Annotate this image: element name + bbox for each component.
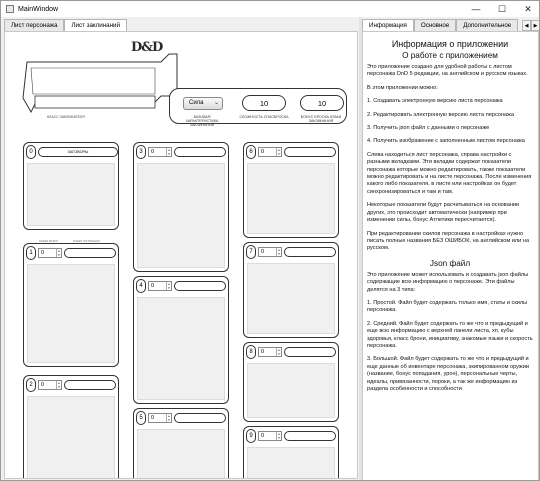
info-paragraph: 3. Большой. Файл будет содержать то же что и предыдущий и еще данные об инвентаре персонажа, экипированном оружии (название, бонус попадания, урон), персональные черты, идеалы, привязанности, пороки, а так же информацию из раздела особенности и способности <box>367 356 530 392</box>
json-section-title: Json файл <box>429 258 471 268</box>
slots-spinbox[interactable] <box>148 281 172 291</box>
info-paragraph: Это приложение создано для удобной работы с листом персонажа DnD 5 редакции, на английском и русском языках. <box>367 64 528 78</box>
spin-arrows-icon[interactable]: ▲ ▼ <box>277 148 281 156</box>
spellcasting-class-label: КЛАСС ЗАКЛИНАТЕЛЯ <box>47 115 85 119</box>
spell-level-panel-1 <box>23 243 119 367</box>
info-paragraph: В этом приложении можно: <box>367 84 438 91</box>
level-number: 5 <box>136 411 146 425</box>
spell-sheet-pane <box>4 31 358 479</box>
spell-stats-row <box>169 88 347 127</box>
tab-additional[interactable]: Дополнительное <box>456 19 518 31</box>
level-number: 8 <box>246 345 256 359</box>
save-dc-caption: СЛОЖНОСТЬ СПАСБРОСКА <box>239 115 289 119</box>
spell-level-panel-2 <box>23 375 119 479</box>
window-controls <box>463 1 540 17</box>
slots-spinbox[interactable] <box>148 147 172 157</box>
slots-total-caption: ЯЧЕЕК ВСЕГО <box>39 239 59 243</box>
level-header <box>246 429 336 443</box>
level-header <box>246 345 336 359</box>
slots-spinbox[interactable] <box>148 413 172 423</box>
slots-value: 0 <box>151 149 155 155</box>
cantrips-label: ЗАГОВОРЫ <box>38 147 118 157</box>
info-paragraph: Это приложение может использовать и создавать json файлы содержащие всю информацию о персонаже. Эти файлы делятся на 3 типа: <box>367 271 529 293</box>
slots-spinbox[interactable] <box>258 431 282 441</box>
slots-spent-bar[interactable] <box>284 147 336 157</box>
ability-select[interactable] <box>183 97 223 110</box>
tab-basic[interactable]: Основное <box>414 19 456 31</box>
slots-spinbox[interactable] <box>258 247 282 257</box>
title-bar <box>1 1 540 17</box>
slots-value: 0 <box>261 149 265 155</box>
ability-select-value: Сила <box>189 100 204 106</box>
spell-sheet <box>19 32 349 479</box>
left-tab-bar <box>4 19 127 31</box>
info-pane <box>362 31 539 481</box>
info-paragraph: 2. Редактировать электронную версию листа персонажа <box>367 111 514 118</box>
attack-bonus-field[interactable]: 10 <box>300 95 344 111</box>
tab-scroll-buttons <box>522 20 540 31</box>
info-paragraph: 1. Создавать электронную версию листа персонажа <box>367 98 503 105</box>
slots-spent-bar[interactable] <box>64 380 116 390</box>
spin-arrows-icon[interactable]: ▲ ▼ <box>277 348 281 356</box>
spell-level-panel-3 <box>133 142 229 272</box>
spell-list[interactable] <box>137 429 225 479</box>
spin-arrows-icon[interactable]: ▲ ▼ <box>57 249 61 257</box>
spin-arrows-icon[interactable]: ▲ ▼ <box>277 432 281 440</box>
slots-spinbox[interactable] <box>258 147 282 157</box>
info-paragraph: 1. Простой. Файл будет содержать только имя, статы и скилы персонажа. <box>367 299 528 314</box>
level-number: 7 <box>246 245 256 259</box>
info-title: Информация о приложении <box>391 39 509 49</box>
spell-level-panel-0 <box>23 142 119 230</box>
level-header <box>26 246 116 260</box>
slots-spent-bar[interactable] <box>174 281 226 291</box>
slots-spinbox[interactable] <box>258 347 282 357</box>
info-paragraph: При редактировании скилов персонажа в настройках нужно писать полные названия БЕЗ ОШИБОК, на английском или на русском. <box>367 230 530 252</box>
tab-scroll-left-icon[interactable]: ◀ <box>522 20 531 31</box>
slots-spinbox[interactable] <box>38 248 62 258</box>
info-subtitle: О работе с приложением <box>402 51 498 60</box>
chevron-down-icon: ⌄ <box>213 100 219 106</box>
save-dc-field[interactable]: 10 <box>242 95 286 111</box>
info-paragraph: 3. Получить json файл с данными о персонаже <box>367 125 490 132</box>
ability-caption: БАЗОВАЯ ХАРАКТЕРИСТИКА ЗАКЛИНАНИЙ <box>185 115 219 127</box>
dnd-logo: D&D <box>131 40 163 55</box>
spin-arrows-icon[interactable]: ▲ ▼ <box>167 282 171 290</box>
spell-list[interactable] <box>137 297 225 400</box>
info-paragraph: 4. Получить изображение с заполненным листом персонажа <box>367 138 525 145</box>
slots-spinbox[interactable] <box>38 380 62 390</box>
spin-arrows-icon[interactable]: ▲ ▼ <box>167 414 171 422</box>
level-header <box>246 245 336 259</box>
slots-value: 0 <box>151 283 155 289</box>
spell-level-panel-5 <box>133 408 229 479</box>
level-number: 1 <box>26 246 36 260</box>
level-number: 6 <box>246 145 256 159</box>
level-number: 0 <box>26 145 36 159</box>
spell-list[interactable] <box>27 264 115 363</box>
slots-spent-bar[interactable] <box>284 431 336 441</box>
spin-arrows-icon[interactable]: ▲ ▼ <box>57 381 61 389</box>
info-paragraph: 2. Средний. Файл будет содержать то же что и предыдущий и еще всю информацию с верхней панели листа, хп, кубы здоровья, класс брони, инициативу, знакомые языки и скорость персонажа. <box>367 320 533 349</box>
spell-list[interactable] <box>247 447 335 479</box>
slots-spent-bar[interactable] <box>64 248 116 258</box>
minimize-button[interactable]: — <box>471 4 481 14</box>
level-header <box>136 279 226 293</box>
info-paragraph: Некоторые показатели будут расчитываться на основании других, это происходит автоматически (например при изменении силы, бонус Атлетики пересчитается). <box>367 202 520 224</box>
tab-character-sheet[interactable]: Лист персонажа <box>4 19 64 31</box>
level-header <box>136 411 226 425</box>
spell-level-panel-8 <box>243 342 339 422</box>
slots-value: 0 <box>261 349 265 355</box>
spin-arrows-icon[interactable]: ▲ ▼ <box>277 248 281 256</box>
spin-arrows-icon[interactable]: ▲ ▼ <box>167 148 171 156</box>
maximize-button[interactable]: ☐ <box>497 3 507 14</box>
spell-list[interactable] <box>247 163 335 234</box>
slots-spent-bar[interactable] <box>284 347 336 357</box>
slots-value: 0 <box>151 415 155 421</box>
slots-value: 0 <box>41 250 45 256</box>
slots-value: 0 <box>261 249 265 255</box>
level-header <box>26 145 118 159</box>
window-title: MainWindow <box>18 5 59 13</box>
tab-info[interactable]: Информация <box>362 19 414 31</box>
spell-list[interactable] <box>247 363 335 418</box>
attack-bonus-caption: БОНУС БРОСКА АТАКИ ЗАКЛИНАНИЯ <box>300 115 342 123</box>
spell-list[interactable] <box>27 163 115 226</box>
slots-spent-bar[interactable] <box>174 413 226 423</box>
spell-level-panel-6 <box>243 142 339 238</box>
slots-value: 0 <box>261 433 265 439</box>
level-header <box>246 145 336 159</box>
level-number: 3 <box>136 145 146 159</box>
spell-level-panel-7 <box>243 242 339 338</box>
slots-spent-caption: ЯЧЕЕК ПОТРАЧЕНО <box>73 239 101 243</box>
spell-level-panel-9 <box>243 426 339 479</box>
level-header <box>136 145 226 159</box>
spell-level-panel-4 <box>133 276 229 404</box>
slots-spent-bar[interactable] <box>284 247 336 257</box>
right-tab-bar <box>362 19 518 31</box>
spell-list[interactable] <box>247 263 335 334</box>
level-number: 9 <box>246 429 256 443</box>
slots-spent-bar[interactable] <box>174 147 226 157</box>
slots-value: 0 <box>41 382 45 388</box>
tab-scroll-right-icon[interactable]: ▶ <box>531 20 540 31</box>
info-paragraph: Слева находиться лист персонажа, справа настройки с разными вкладками. Эти вкладки содержат показатели персонажа которые можно редактировать, также показатели можно редактировать и на листе персонажа. После изменения какого либо показателя, в листе или настройках он будет синхронизироваться и там и там. <box>367 151 532 195</box>
app-icon <box>6 5 14 13</box>
level-number: 4 <box>136 279 146 293</box>
tab-spell-sheet[interactable]: Лист заклинаний <box>64 19 126 31</box>
spell-list[interactable] <box>137 163 225 268</box>
spell-list[interactable] <box>27 396 115 479</box>
level-header <box>26 378 116 392</box>
close-button[interactable]: ✕ <box>524 3 532 14</box>
level-number: 2 <box>26 378 36 392</box>
